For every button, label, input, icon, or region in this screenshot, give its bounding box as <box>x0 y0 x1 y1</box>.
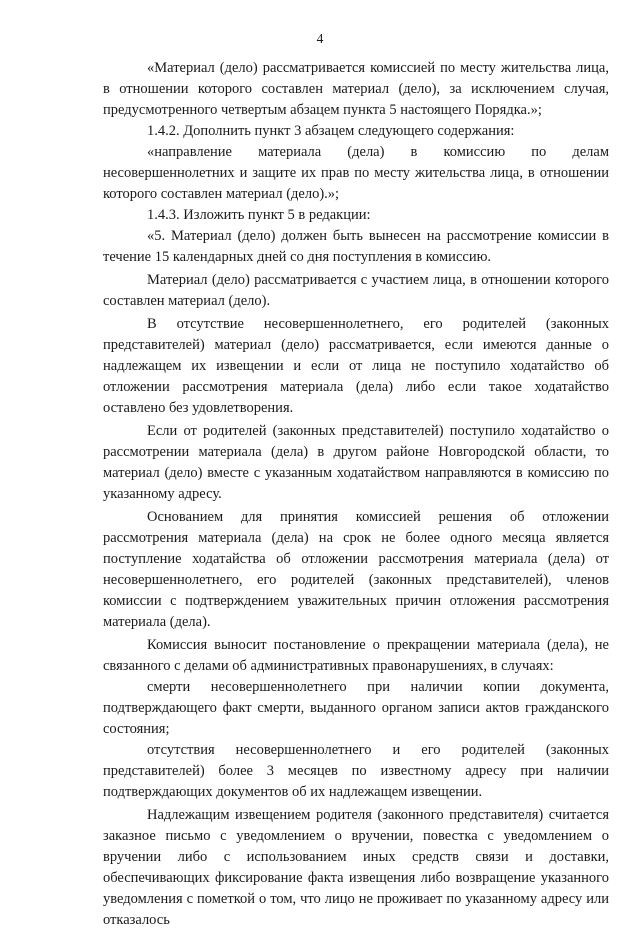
paragraph-clause-1-4-3: 1.4.3. Изложить пункт 5 в редакции: <box>147 207 371 223</box>
page-number: 4 <box>316 31 324 46</box>
paragraph-review-deadline: «5. Материал (дело) должен быть вынесен на рассмотрение комиссии в течение 15 календарных дней со дня поступления в комиссию. <box>103 228 609 265</box>
paragraph-absence-review: В отсутствие несовершеннолетнего, его родителей (законных представителей) материал (дело) рассматривается, если имеются данные о надлежащем их извещении и если от лица не поступило ходатайство об отложении рассмотрения материала (дела) либо если такое ходатайство оставлено без удовлетворения. <box>103 316 609 416</box>
paragraph-participation: Материал (дело) рассматривается с участием лица, в отношении которого составлен материал (дело). <box>103 272 609 309</box>
paragraph-termination-cases: Комиссия выносит постановление о прекращении материала (дела), не связанного с делами об административных правонарушениях, в случаях: <box>103 637 609 674</box>
document-body <box>103 58 609 931</box>
paragraph-clause-1-4-2: 1.4.2. Дополнить пункт 3 абзацем следующего содержания: <box>147 123 515 139</box>
paragraph-referral-direction: «направление материала (дела) в комиссию по делам несовершеннолетних и защите их прав по месту жительства лица, в отношении которого составлен материал (дело).»; <box>103 144 609 202</box>
paragraph-material-jurisdiction: «Материал (дело) рассматривается комиссией по месту жительства лица, в отношении которого составлен материал (дело), за исключением случая, предусмотренного четвертым абзацем пункта 5 настоящего Порядка.»; <box>103 60 609 118</box>
paragraph-postponement-grounds: Основанием для принятия комиссией решения об отложении рассмотрения материала (дела) на срок не более одного месяца является поступление ходатайства об отложении рассмотрения материала (дела) от несовершеннолетнего, его родителей (законных представителей), членов комиссии с подтверждением уважительных причин отложения рассмотрения материала (дела). <box>103 509 609 630</box>
paragraph-case-death: смерти несовершеннолетнего при наличии копии документа, подтверждающего факт смерти, выданного органом записи актов гражданского состояния; <box>103 679 609 737</box>
paragraph-proper-notification: Надлежащим извещением родителя (законного представителя) считается заказное письмо с уведомлением о вручении, повестка с уведомлением о вручении либо с использованием иных средств связи и доставки, обеспечивающих фиксирование факта извещения либо возвращение указанного уведомления с пометкой о том, что лицо не проживает по указанному адресу или отказалось <box>103 807 609 928</box>
paragraph-case-absence: отсутствия несовершеннолетнего и его родителей (законных представителей) более 3 месяцев по известному адресу при наличии подтверждающих документов об их надлежащем извещении. <box>103 742 609 800</box>
paragraph-transfer-request: Если от родителей (законных представителей) поступило ходатайство о рассмотрении материала (дела) в другом районе Новгородской области, то материал (дело) вместе с указанным ходатайством направляются в комиссию по указанному адресу. <box>103 423 609 502</box>
